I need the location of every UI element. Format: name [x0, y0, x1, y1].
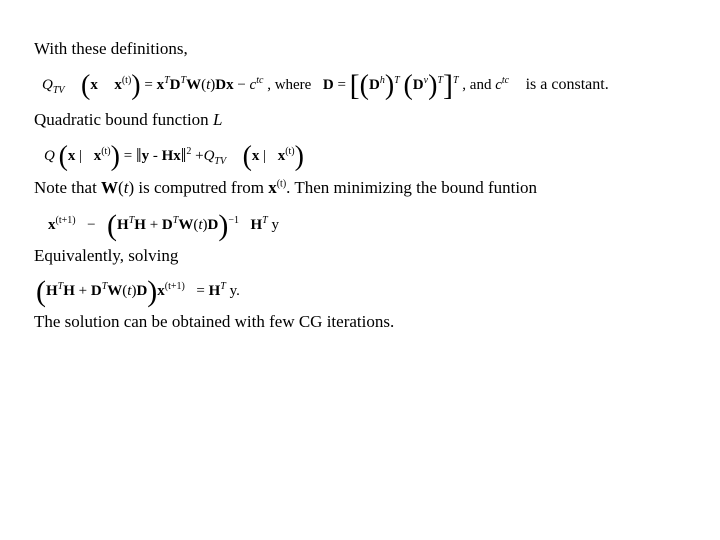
note-line: Note that W(t) is computred from $x^{(t)}$. Then minimizing the bound funtion	[34, 178, 538, 197]
solution-text: The solution can be obtained with few CG iterations.	[34, 312, 395, 331]
where-word: , where	[267, 77, 312, 93]
intro-text: With these definitions,	[34, 39, 188, 58]
equation-bound: Q (x | $x^{(t)}$) = ‖y - Hx‖$^2$ $+Q_{TV}$ (x | $x^{(t)}$)	[44, 141, 304, 172]
quad-title: Quadratic bound function L	[34, 110, 223, 129]
equation-update: $x^{(t+1)} - (H^TH + D^TW(t)D)^{-1}$ $H^T$ y	[48, 209, 279, 242]
equiv-text: Equivalently, solving	[34, 246, 179, 265]
equation-qtv: $Q_{TV}$ (x $x^{(t)}) = x^TD^TW(t)Dx - c^{tc}$ , where $D = [(D^h)^T$ $(D^v)^T]^T$ , and $c^{tc}$ is a constant.	[42, 69, 609, 102]
constant-tail: , and	[462, 77, 492, 93]
equation-system: $(H^TH + D^TW(t)D)x^{(t+1)} = H^T$ y.	[36, 275, 240, 308]
constant-tail2: is a constant.	[525, 76, 609, 93]
